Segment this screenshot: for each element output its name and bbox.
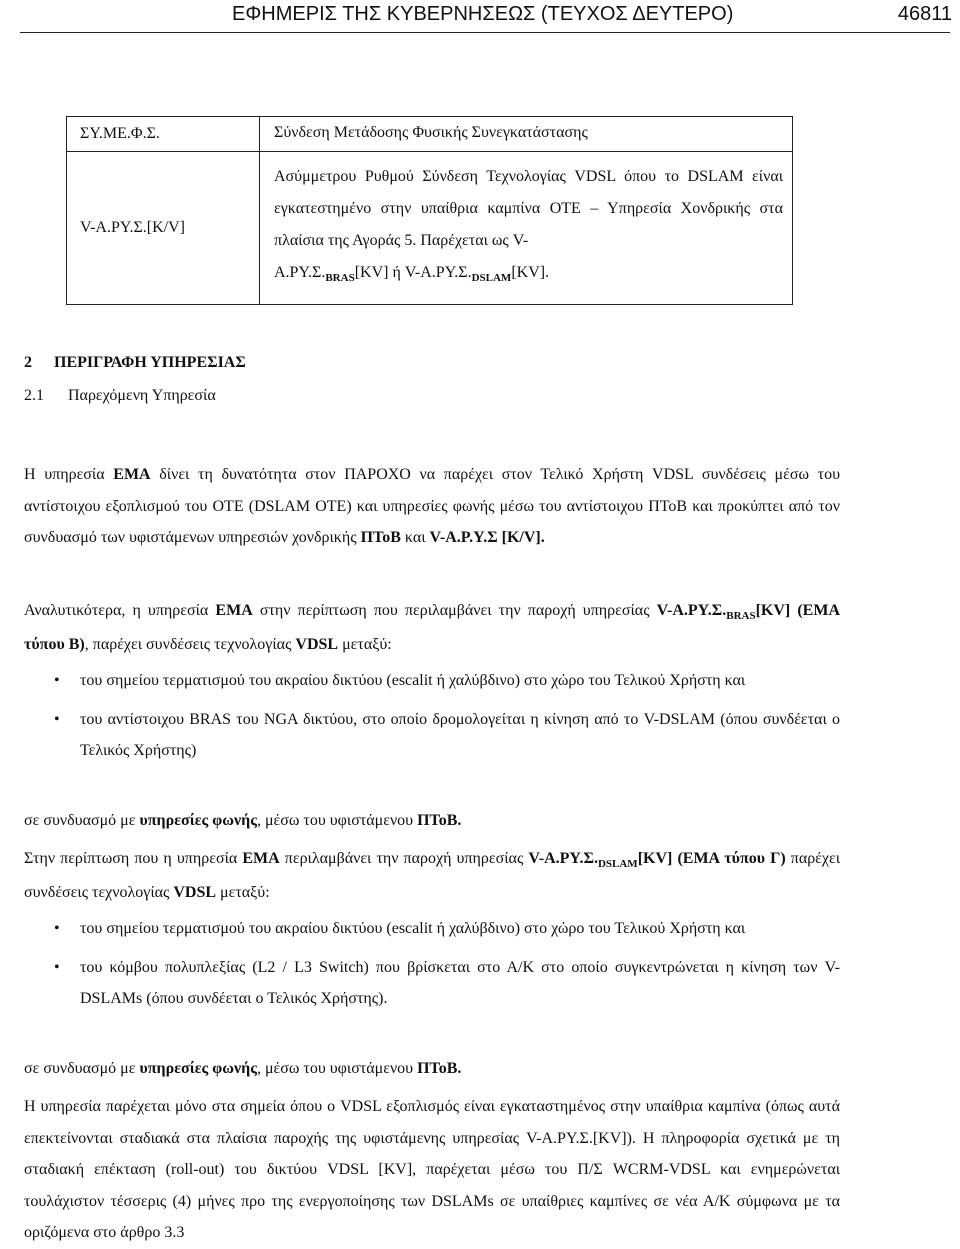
header-rule bbox=[20, 32, 950, 33]
text: Στην περίπτωση που η υπηρεσία bbox=[24, 850, 243, 867]
definition-row bbox=[67, 117, 793, 152]
ema-type-b: [KV] (ΕΜΑ τύπου Β) bbox=[24, 602, 840, 653]
vdsl-term: VDSL bbox=[173, 883, 217, 901]
bullet-list-b bbox=[24, 665, 840, 767]
definitions-table bbox=[66, 116, 793, 305]
bullet-list-g bbox=[24, 913, 840, 1015]
text: περιλαμβάνει την παροχή υπηρεσίας bbox=[279, 850, 529, 867]
ema-term: ΕΜΑ bbox=[113, 466, 151, 483]
ema-term: ΕΜΑ bbox=[215, 602, 253, 619]
definition-body bbox=[274, 161, 783, 257]
text: Η υπηρεσία bbox=[24, 466, 114, 483]
text: , παρέχει συνδέσεις τεχνολογίας bbox=[84, 635, 296, 653]
vdsl-term: VDSL bbox=[295, 635, 339, 653]
joiner: ή bbox=[388, 264, 405, 281]
bullet-icon: • bbox=[54, 920, 60, 937]
kv-b: [KV]. bbox=[511, 264, 550, 281]
text: μεταξύ: bbox=[338, 635, 392, 653]
page-number: 46811 bbox=[897, 3, 952, 25]
paragraph-2 bbox=[24, 595, 840, 660]
sub-dslam: DSLAM bbox=[597, 858, 638, 870]
definition-variants bbox=[274, 257, 783, 290]
paragraph-4 bbox=[24, 843, 840, 908]
definition-text: Σύνδεση Μετάδοσης Φυσικής Συνεγκατάστασης bbox=[260, 117, 793, 152]
list-item-text: του σημείου τερματισμού του ακραίου δικτύου (escalit ή χαλύβδινο) στο χώρο του Τελικού Χρήστη και bbox=[80, 672, 746, 689]
definition-term: V-A.ΡΥ.Σ.[K/V] bbox=[67, 152, 260, 305]
list-item bbox=[24, 952, 840, 1015]
sub-bras: BRAS bbox=[325, 272, 355, 284]
paragraph-1 bbox=[24, 459, 840, 554]
text: μεταξύ: bbox=[216, 883, 270, 901]
list-item bbox=[24, 704, 840, 767]
text: και bbox=[400, 529, 430, 546]
subsection-number: 2.1 bbox=[24, 387, 44, 404]
varys-term: V-A.Ρ.Υ.Σ [K/V]. bbox=[429, 529, 545, 546]
ptob-term: ΠΤοΒ bbox=[360, 529, 401, 546]
ptob-term: ΠΤοΒ. bbox=[417, 812, 462, 829]
paragraph-3 bbox=[24, 805, 840, 837]
list-item-text: του σημείου τερματισμού του ακραίου δικτύου (escalit ή χαλύβδινο) στο χώρο του Τελικού Χρήστη και bbox=[80, 920, 746, 937]
definition-text bbox=[260, 152, 793, 305]
text: , μέσω του υφιστάμενου bbox=[256, 812, 418, 829]
paragraph-6: Η υπηρεσία παρέχεται μόνο στα σημεία όπου ο VDSL εξοπλισμός είναι εγκαταστημένος στην υπαίθρια καμπίνα (όπως αυτά επεκτείνονται σταδιακά στα πλαίσια παροχής της υφιστάμενης υπηρεσίας V-A.ΡΥ.Σ.[KV]). Η πληροφορία σχετικά με τη σταδιακή επέκταση (roll-out) του δικτύου VDSL [KV], παρέχεται μέσω του Π/Σ WCRM-VDSL και ενημερώνεται τουλάχιστον τέσσερις (4) μήνες προ της ενεργοποίησης των DSLAMs σε υπαίθριες καμπίνες σε νέα Α/Κ σύμφωνα με τα οριζόμενα στο άρθρο 3.3 bbox=[24, 1098, 840, 1241]
subsection-heading bbox=[24, 387, 216, 405]
definition-main: Ασύμμετρου Ρυθμού Σύνδεση Τεχνολογίας VDSL όπου το DSLAM είναι εγκατεστημένο στην υπαίθρια καμπίνα ΟΤΕ – Υπηρεσία Χονδρικής στα πλαίσια της Αγοράς 5. Παρέχεται ως V- bbox=[274, 168, 783, 249]
section-heading bbox=[24, 354, 246, 372]
voice-services: υπηρεσίες φωνής bbox=[139, 1060, 257, 1077]
list-item-text: του αντίστοιχου BRAS του NGA δικτύου, στο οποίο δρομολογείται η κίνηση από το V-DSLAM (όπου συνδέεται ο Τελικός Χρήστης) bbox=[80, 710, 840, 759]
definition-row bbox=[67, 152, 793, 305]
section-title: ΠΕΡΙΓΡΑΦΗ ΥΠΗΡΕΣΙΑΣ bbox=[54, 354, 246, 371]
definition-term: ΣΥ.ΜΕ.Φ.Σ. bbox=[67, 117, 260, 152]
kv-a: [KV] bbox=[354, 264, 389, 281]
varys-term: V-A.ΡΥ.Σ. bbox=[528, 850, 598, 867]
abbr-b: V-A.ΡΥ.Σ. bbox=[404, 264, 472, 281]
list-item bbox=[24, 665, 840, 697]
list-item-text: του κόμβου πολυπλεξίας (L2 / L3 Switch) που βρίσκεται στο Α/Κ στο οποίο συγκεντρώνεται η κίνηση των V-DSLAMs (όπου συνδέεται ο Τελικός Χρήστης). bbox=[80, 958, 840, 1007]
ptob-term: ΠΤοΒ. bbox=[417, 1060, 462, 1077]
text: στην περίπτωση που περιλαμβάνει την παροχή υπηρεσίας bbox=[252, 602, 657, 619]
voice-services: υπηρεσίες φωνής bbox=[139, 812, 257, 829]
paragraph-5 bbox=[24, 1053, 840, 1085]
sub-bras: BRAS bbox=[726, 610, 756, 622]
list-item bbox=[24, 913, 840, 945]
text: παρέχει συνδέσεις τεχνολογίας bbox=[24, 850, 841, 901]
bullet-icon: • bbox=[54, 672, 60, 689]
subsection-title: Παρεχόμενη Υπηρεσία bbox=[68, 387, 216, 404]
text: σε συνδυασμό με bbox=[24, 812, 140, 829]
text: σε συνδυασμό με bbox=[24, 1060, 140, 1077]
sub-dslam: DSLAM bbox=[471, 272, 512, 284]
ema-term: ΕΜΑ bbox=[242, 850, 280, 867]
header-title: ΕΦΗΜΕΡΙΣ ΤΗΣ ΚΥΒΕΡΝΗΣΕΩΣ (ΤΕΥΧΟΣ ΔΕΥΤΕΡΟ) bbox=[232, 3, 734, 25]
bullet-icon: • bbox=[54, 710, 60, 728]
text: Αναλυτικότερα, η υπηρεσία bbox=[24, 602, 216, 619]
abbr-a: A.ΡΥ.Σ. bbox=[274, 264, 326, 281]
ema-type-g: [KV] (ΕΜΑ τύπου Γ) bbox=[637, 850, 786, 867]
bullet-icon: • bbox=[54, 958, 60, 976]
text: , μέσω του υφιστάμενου bbox=[256, 1060, 418, 1077]
section-number: 2 bbox=[24, 354, 32, 371]
text: δίνει τη δυνατότητα στον ΠΑΡΟΧΟ να παρέχει στον Τελικό Χρήστη VDSL συνδέσεις μέσω του αντίστοιχου εξοπλισμού του ΟΤΕ (DSLAM ΟΤΕ) και υπηρεσίες φωνής μέσω του αντίστοιχου ΠΤοΒ και προκύπτει από τον συνδυασμό των υφιστάμενων υπηρεσιών χονδρικής bbox=[24, 466, 841, 546]
page-header bbox=[0, 0, 960, 30]
varys-term: V-A.ΡΥ.Σ. bbox=[656, 602, 727, 619]
